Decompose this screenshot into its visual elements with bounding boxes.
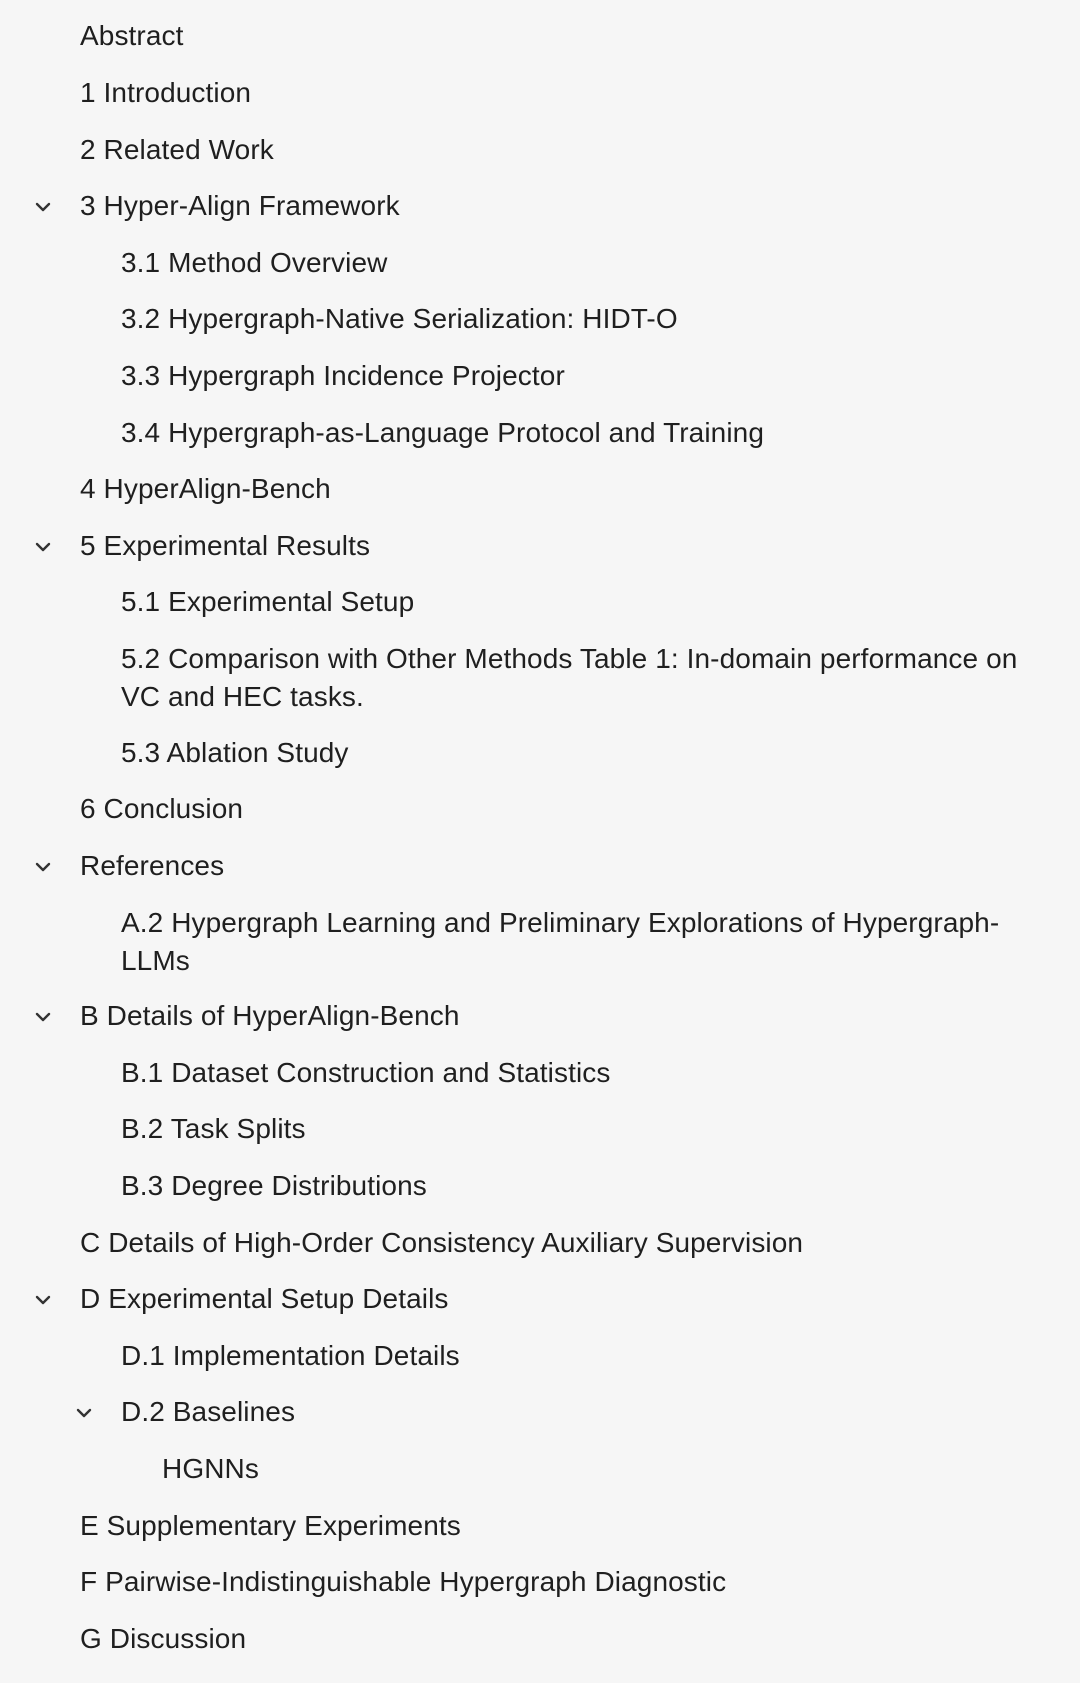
toc-item-experimental-setup-details[interactable] xyxy=(0,1280,1080,1320)
toc-item-label[interactable]: 3.1 Method Overview xyxy=(121,247,388,278)
toc-item-label[interactable]: G Discussion xyxy=(80,1623,247,1654)
toc-item-label[interactable]: 2 Related Work xyxy=(80,134,274,165)
toc-item-label[interactable]: A.2 Hypergraph Learning and Preliminary Explorations of Hypergraph-LLMs xyxy=(121,907,1000,976)
toc-item-label[interactable]: B.3 Degree Distributions xyxy=(121,1170,427,1201)
toc-item-label[interactable]: B Details of HyperAlign-Bench xyxy=(80,1000,460,1031)
chevron-down-icon[interactable] xyxy=(32,856,54,878)
toc-item-incidence-projector[interactable] xyxy=(0,357,1080,397)
toc-item-label[interactable]: References xyxy=(80,850,225,881)
toc-item-experimental-setup[interactable] xyxy=(0,583,1080,623)
toc-item-label[interactable]: D.2 Baselines xyxy=(121,1396,296,1427)
toc-item-label[interactable]: HGNNs xyxy=(162,1453,259,1484)
toc-item-task-splits[interactable] xyxy=(0,1110,1080,1150)
toc-item-dataset-construction[interactable] xyxy=(0,1054,1080,1094)
toc-item-baselines[interactable] xyxy=(0,1393,1080,1433)
toc-item-label[interactable]: C Details of High-Order Consistency Auxiliary Supervision xyxy=(80,1227,804,1258)
toc-item-conclusion[interactable] xyxy=(0,790,1080,830)
toc-item-label[interactable]: 6 Conclusion xyxy=(80,793,244,824)
chevron-down-icon[interactable] xyxy=(32,536,54,558)
chevron-down-icon[interactable] xyxy=(32,1289,54,1311)
toc-item-method-overview[interactable] xyxy=(0,244,1080,284)
toc-item-experimental-results[interactable] xyxy=(0,527,1080,567)
toc-item-label[interactable]: B.2 Task Splits xyxy=(121,1113,306,1144)
toc-item-bench-details[interactable] xyxy=(0,997,1080,1037)
toc-item-degree-distributions[interactable] xyxy=(0,1167,1080,1207)
toc-item-label[interactable]: 5.3 Ablation Study xyxy=(121,737,349,768)
toc-item-label[interactable]: 3 Hyper-Align Framework xyxy=(80,190,400,221)
toc-item-abstract[interactable] xyxy=(0,17,1080,57)
toc-item-label[interactable]: 4 HyperAlign-Bench xyxy=(80,473,331,504)
chevron-down-icon[interactable] xyxy=(32,196,54,218)
toc-item-implementation-details[interactable] xyxy=(0,1337,1080,1377)
toc-item-supplementary-experiments[interactable] xyxy=(0,1507,1080,1547)
toc-item-label[interactable]: 5.1 Experimental Setup xyxy=(121,586,415,617)
toc-item-label[interactable]: B.1 Dataset Construction and Statistics xyxy=(121,1057,611,1088)
toc-item-label[interactable]: 3.3 Hypergraph Incidence Projector xyxy=(121,360,565,391)
toc-item-high-order-consistency[interactable] xyxy=(0,1224,1080,1264)
toc-item-label[interactable]: 1 Introduction xyxy=(80,77,252,108)
toc-item-hyper-align-framework[interactable] xyxy=(0,187,1080,227)
toc-item-label[interactable]: 5.2 Comparison with Other Methods Table 1: In-domain performance on VC and HEC tasks. xyxy=(121,643,1018,712)
toc-item-label[interactable]: 3.2 Hypergraph-Native Serialization: HIDT-O xyxy=(121,303,678,334)
toc-item-label[interactable]: D Experimental Setup Details xyxy=(80,1283,449,1314)
toc-item-hyperalign-bench[interactable] xyxy=(0,470,1080,510)
toc-item-comparison[interactable] xyxy=(0,640,1080,716)
toc-item-label[interactable]: F Pairwise-Indistinguishable Hypergraph Diagnostic xyxy=(80,1566,727,1597)
toc-item-hidt-o[interactable] xyxy=(0,300,1080,340)
chevron-down-icon[interactable] xyxy=(73,1402,95,1424)
toc-item-introduction[interactable] xyxy=(0,74,1080,114)
chevron-down-icon[interactable] xyxy=(32,1006,54,1028)
toc-item-pairwise-diagnostic[interactable] xyxy=(0,1563,1080,1603)
toc-item-references[interactable] xyxy=(0,847,1080,887)
toc-item-label[interactable]: 5 Experimental Results xyxy=(80,530,371,561)
toc-item-hal-protocol[interactable] xyxy=(0,414,1080,454)
toc-item-label[interactable]: 3.4 Hypergraph-as-Language Protocol and Training xyxy=(121,417,764,448)
toc-item-ablation[interactable] xyxy=(0,734,1080,774)
toc-item-label[interactable]: D.1 Implementation Details xyxy=(121,1340,460,1371)
toc-item-label[interactable]: Abstract xyxy=(80,20,184,51)
toc-item-label[interactable]: E Supplementary Experiments xyxy=(80,1510,461,1541)
toc-item-hgnns[interactable] xyxy=(0,1450,1080,1490)
toc-item-related-work[interactable] xyxy=(0,131,1080,171)
toc-item-hypergraph-learning[interactable] xyxy=(0,904,1080,980)
toc-item-discussion[interactable] xyxy=(0,1620,1080,1660)
